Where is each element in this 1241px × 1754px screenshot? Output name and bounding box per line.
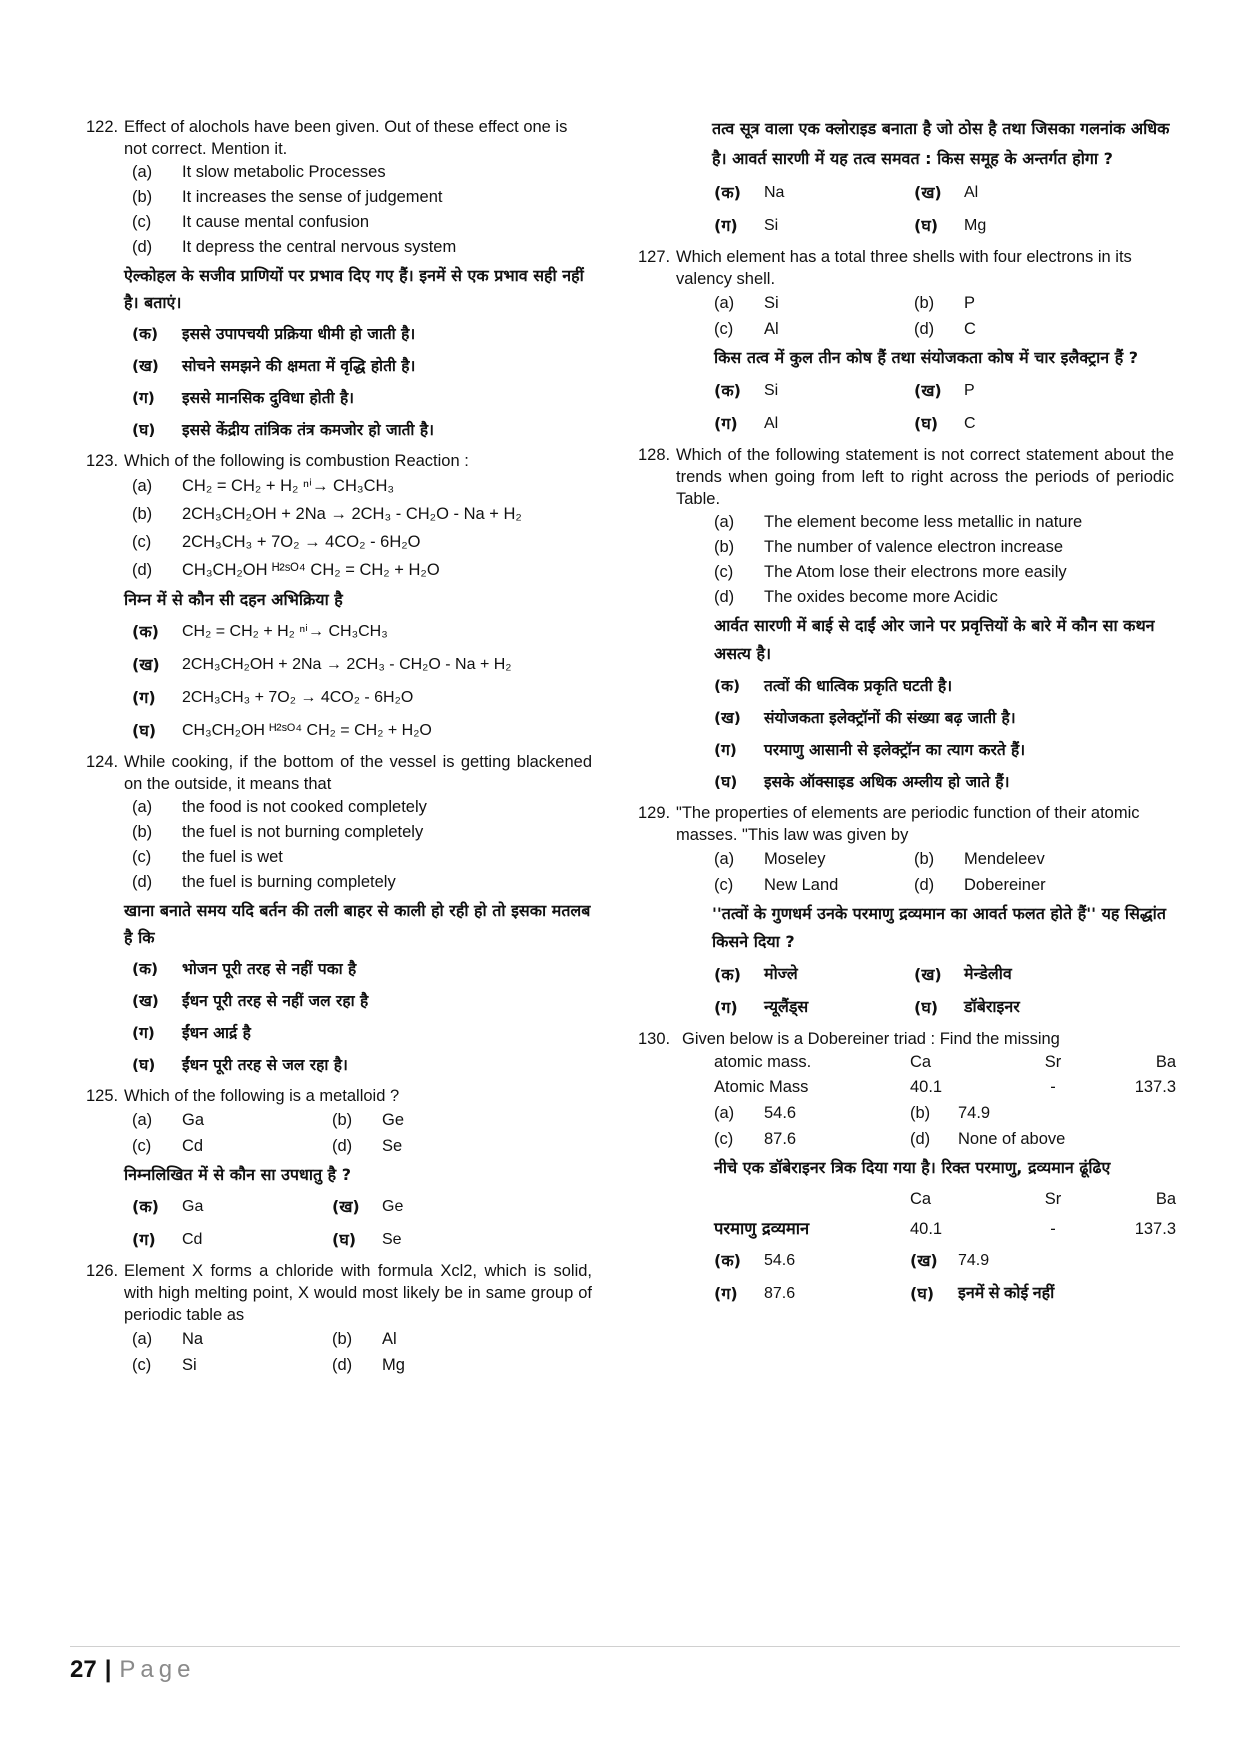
triad-cell: 137.3	[1134, 1220, 1176, 1238]
option-row	[666, 1126, 1174, 1152]
option-label: (d)	[132, 238, 153, 256]
option-row	[666, 1100, 1174, 1126]
hindi-question-text: खाना बनाते समय यदि बर्तन की तली बाहर से काली हो रही हो तो इसका मतलब है कि	[124, 901, 591, 947]
option-text: न्यूलैंड्स	[764, 999, 809, 1016]
option-text: Ge	[382, 1198, 404, 1215]
hindi-option-row	[666, 1277, 1174, 1310]
option-label: (ख)	[914, 183, 942, 202]
option-text: Se	[382, 1231, 402, 1248]
question-124	[86, 751, 592, 1081]
triad-cell: 40.1	[910, 1078, 943, 1096]
option-text: Moseley	[764, 850, 826, 868]
option-label: (क)	[714, 965, 741, 984]
option-label: (d)	[714, 588, 735, 606]
option-text: संयोजकता इलेक्ट्रॉनों की संख्या बढ़ जाती है।	[764, 709, 1016, 727]
option-label: (c)	[714, 563, 734, 581]
option-label: (d)	[132, 873, 153, 891]
option	[86, 500, 592, 528]
triad-cell: 137.3	[1134, 1078, 1176, 1096]
option-label: (क)	[132, 622, 159, 641]
question-number: 129.	[638, 804, 671, 822]
option-text: Al	[964, 184, 979, 201]
option	[86, 870, 592, 895]
option-text: ईंधन पूरी तरह से जल रहा है।	[182, 1056, 348, 1074]
option-label: (a)	[714, 513, 735, 531]
hindi-option	[86, 953, 592, 985]
footer-divider	[70, 1646, 1180, 1647]
footer-separator: |	[104, 1656, 112, 1683]
triad-header-row	[666, 1050, 1174, 1075]
option	[86, 845, 592, 870]
triad-cell: -	[1050, 1078, 1056, 1096]
option-text: the fuel is not burning completely	[182, 823, 424, 841]
option-label: (b)	[714, 538, 735, 556]
page-number: 27	[70, 1656, 97, 1683]
question-text: While cooking, if the bottom of the vessel is getting blackened on the outside, it means that	[124, 753, 592, 793]
option-text: Si	[182, 1356, 197, 1374]
option-label: (b)	[910, 1104, 931, 1122]
option-text: the fuel is burning completely	[182, 873, 396, 891]
question-126	[86, 1260, 592, 1378]
option-row	[666, 846, 1174, 872]
option	[86, 528, 592, 556]
option-label: (a)	[132, 477, 153, 495]
option-text: Dobereiner	[964, 876, 1046, 894]
option-text: 87.6	[764, 1130, 797, 1148]
option	[666, 535, 1174, 560]
option-text: CH₂ = CH₂ + H₂ ⁿⁱ→ CH₃CH₃	[182, 477, 395, 495]
option	[86, 235, 592, 260]
option-label: (a)	[714, 1104, 735, 1122]
option-label: (ग)	[714, 216, 738, 235]
option-text: It increases the sense of judgement	[182, 188, 443, 206]
hindi-question-text: आर्वत सारणी में बाई से दाईं ओर जाने पर प्रवृत्तियों के बारे में कौन सा कथन असत्य है।	[714, 616, 1155, 663]
option-text: It slow metabolic Processes	[182, 163, 386, 181]
option-row	[86, 1352, 592, 1378]
hindi-option	[86, 714, 592, 747]
option-text: The oxides become more Acidic	[764, 588, 998, 606]
option-text: 2CH₃CH₂OH + 2Na → 2CH₃ - CH₂O - Na + H₂	[182, 505, 522, 523]
option-text: the fuel is wet	[182, 848, 283, 866]
option-label: (ग)	[132, 688, 156, 707]
option-text: CH₃CH₂OH ᴴ²ˢᴼ⁴ CH₂ = CH₂ + H₂O	[182, 561, 440, 579]
triad-cell: Ba	[1155, 1190, 1176, 1208]
option-label: (b)	[914, 850, 935, 868]
hindi-option	[86, 382, 592, 414]
option-label: (ख)	[914, 381, 942, 400]
option-text: Al	[764, 415, 779, 432]
option-label: (d)	[332, 1356, 353, 1374]
option-label: (घ)	[910, 1284, 935, 1303]
option-row	[86, 1326, 592, 1352]
question-123	[86, 450, 592, 747]
hindi-option	[86, 615, 592, 648]
option-label: (क)	[714, 677, 741, 695]
question-number: 126.	[86, 1262, 119, 1280]
option-text: भोजन पूरी तरह से नहीं पका है	[182, 960, 357, 978]
triad-cell: Sr	[1044, 1190, 1062, 1208]
hindi-option-row	[666, 407, 1174, 440]
option	[86, 210, 592, 235]
option-text: Ga	[182, 1198, 204, 1215]
option-label: (c)	[714, 876, 734, 894]
option-label: (क)	[714, 1251, 741, 1270]
hindi-option-row	[666, 209, 1174, 242]
hindi-option-row	[86, 1223, 592, 1256]
question-text: Which element has a total three shells with four electrons in its valency shell.	[676, 248, 1132, 288]
triad-cell: Ca	[910, 1190, 932, 1208]
hindi-option	[86, 350, 592, 382]
option-text: 2CH₃CH₂OH + 2Na → 2CH₃ - CH₂O - Na + H₂	[182, 656, 512, 673]
option-text: मोज्ले	[764, 966, 798, 983]
hindi-question-text: ''तत्वों के गुणधर्म उनके परमाणु द्रव्यमान का आवर्त फलत होते हैं'' यह सिद्धांत किसने दिया ?	[712, 904, 1166, 951]
option-text: इससे उपापचयी प्रक्रिया धीमी हो जाती है।	[182, 325, 416, 343]
question-129	[638, 802, 1174, 1024]
question-number: 130.	[638, 1030, 671, 1048]
page-footer	[70, 1656, 195, 1684]
option-label: (c)	[714, 1130, 734, 1148]
question-text: Effect of alochols have been given. Out of these effect one is not correct. Mention it.	[124, 118, 568, 158]
option-label: (b)	[132, 188, 153, 206]
option-label: (b)	[132, 823, 153, 841]
option-label: (d)	[914, 320, 935, 338]
option-label: (ग)	[132, 1230, 156, 1249]
option-label: (क)	[132, 325, 159, 343]
option-label: (क)	[132, 1197, 159, 1216]
option-text: Se	[382, 1137, 403, 1155]
hindi-question-text: किस तत्व में कुल तीन कोष हैं तथा संयोजकता कोष में चार इलैक्ट्रान हैं ?	[714, 348, 1139, 367]
option-label: (b)	[914, 294, 935, 312]
hindi-option	[666, 702, 1174, 734]
left-column	[86, 116, 592, 1382]
option	[86, 556, 592, 584]
option	[666, 560, 1174, 585]
option-label: (c)	[132, 213, 152, 231]
triad-cell: Ca	[910, 1053, 932, 1071]
option-text: C	[964, 415, 976, 432]
option-text: ईंधन पूरी तरह से नहीं जल रहा है	[182, 992, 369, 1010]
option-text: डॉबेराइनर	[964, 999, 1020, 1016]
option-text: Si	[764, 217, 779, 234]
option-text: Al	[764, 320, 779, 338]
option-text: None of above	[958, 1130, 1066, 1148]
option-row	[86, 1133, 592, 1159]
option-text: Si	[764, 294, 779, 312]
option-text: Na	[764, 184, 785, 201]
option-text: इससे केंद्रीय तांत्रिक तंत्र कमजोर हो जाती है।	[182, 421, 434, 439]
question-125	[86, 1085, 592, 1256]
option-text: परमाणु आसानी से इलेक्ट्रॉन का त्याग करते हैं।	[764, 741, 1026, 759]
option-text: The number of valence electron increase	[764, 538, 1063, 556]
option-label: (ग)	[714, 998, 738, 1017]
option-text: Na	[182, 1330, 204, 1348]
option-label: (ग)	[714, 741, 737, 759]
option-text: 54.6	[764, 1252, 796, 1269]
option-label: (घ)	[132, 1056, 156, 1074]
option-text: ईंधन आर्द्र है	[182, 1024, 251, 1042]
option-label: (घ)	[914, 998, 939, 1017]
option-label: (ख)	[914, 965, 942, 984]
question-127	[638, 246, 1174, 440]
option-label: (ख)	[132, 357, 159, 375]
hindi-option	[666, 766, 1174, 798]
option-text: C	[964, 320, 976, 338]
option-label: (क)	[714, 183, 741, 202]
option-row	[666, 316, 1174, 342]
option	[86, 185, 592, 210]
option-label: (घ)	[132, 421, 156, 439]
hindi-question-text: ऐल्कोहल के सजीव प्राणियों पर प्रभाव दिए गए हैं। इनमें से एक प्रभाव सही नहीं है। बताएं।	[124, 266, 584, 312]
question-126-hindi	[666, 114, 1174, 242]
option-text: Ga	[182, 1111, 205, 1129]
option-label: (घ)	[714, 773, 738, 791]
right-column	[638, 112, 1176, 1314]
option-label: (b)	[332, 1111, 353, 1129]
triad-cell: 40.1	[910, 1220, 943, 1238]
option-label: (ख)	[332, 1197, 360, 1216]
question-text: Which of the following statement is not correct statement about the trends when going from left to right across the periods of periodic Table.	[676, 446, 1174, 508]
page-label: Page	[119, 1656, 196, 1683]
question-text: Which of the following is combustion Reaction :	[124, 452, 469, 470]
option	[86, 820, 592, 845]
option-row	[666, 290, 1174, 316]
hindi-question-text: तत्व सूत्र वाला एक क्लोराइड बनाता है जो ठोस है तथा जिसका गलनांक अधिक है। आवर्त सारणी में यह तत्व समवत : किस समूह के अन्तर्गत होगा ?	[712, 119, 1170, 168]
question-text: "The properties of elements are periodic function of their atomic masses. "This law was given by	[676, 804, 1140, 844]
option	[86, 160, 592, 185]
hindi-option	[86, 648, 592, 681]
triad-cell: atomic mass.	[714, 1053, 812, 1071]
triad-cell: Sr	[1044, 1053, 1062, 1071]
question-number: 122.	[86, 118, 119, 136]
hindi-triad-header-row	[666, 1184, 1174, 1214]
option-label: (d)	[332, 1137, 353, 1155]
triad-cell: Ba	[1155, 1053, 1176, 1071]
hindi-option-row	[666, 374, 1174, 407]
option-label: (ग)	[132, 1024, 155, 1042]
option-label: (c)	[132, 1137, 152, 1155]
hindi-option	[86, 985, 592, 1017]
option-text: Ge	[382, 1111, 405, 1129]
hindi-option	[86, 414, 592, 446]
hindi-option	[86, 1049, 592, 1081]
option-row	[666, 872, 1174, 898]
option-text: 2CH₃CH₃ + 7O₂ → 4CO₂ - 6H₂O	[182, 689, 414, 706]
option-label: (b)	[132, 505, 153, 523]
option-text: तत्वों की धात्विक प्रकृति घटती है।	[764, 677, 953, 695]
hindi-option-row	[666, 176, 1174, 209]
option-text: Mg	[382, 1356, 405, 1374]
question-text: Given below is a Dobereiner triad : Find the missing	[682, 1030, 1060, 1048]
triad-cell: Atomic Mass	[714, 1078, 809, 1096]
option-label: (ग)	[714, 1284, 738, 1303]
option-label: (घ)	[914, 414, 939, 433]
option-label: (b)	[332, 1330, 353, 1348]
option-label: (क)	[714, 381, 741, 400]
option-label: (c)	[132, 1356, 152, 1374]
option-text: 54.6	[764, 1104, 797, 1122]
option-text: CH₂ = CH₂ + H₂ ⁿⁱ→ CH₃CH₃	[182, 623, 388, 640]
triad-cell: -	[1050, 1220, 1056, 1238]
option-text: Cd	[182, 1231, 203, 1248]
option-text: the food is not cooked completely	[182, 798, 427, 816]
option-label: (क)	[132, 960, 159, 978]
question-number: 123.	[86, 452, 119, 470]
option-label: (d)	[132, 561, 153, 579]
option-text: Si	[764, 382, 779, 399]
question-130	[638, 1028, 1176, 1310]
option-text: Mg	[964, 217, 987, 234]
option-label: (ग)	[132, 389, 155, 407]
hindi-option	[666, 734, 1174, 766]
option-text: P	[964, 382, 975, 399]
option-row	[86, 1107, 592, 1133]
question-number: 128.	[638, 446, 671, 464]
hindi-option-row	[666, 991, 1174, 1024]
option-label: (c)	[714, 320, 734, 338]
option-label: (घ)	[914, 216, 939, 235]
option-label: (d)	[914, 876, 935, 894]
question-number: 124.	[86, 753, 119, 771]
option-text: It depress the central nervous system	[182, 238, 457, 256]
option-label: (ख)	[714, 709, 741, 727]
option-label: (ग)	[714, 414, 738, 433]
option-text: 2CH₃CH₃ + 7O₂ → 4CO₂ - 6H₂O	[182, 533, 421, 551]
option-label: (a)	[132, 163, 153, 181]
option-text: Mendeleev	[964, 850, 1045, 868]
hindi-question-text: निम्न में से कौन सी दहन अभिक्रिया है	[124, 590, 343, 609]
option-label: (ख)	[132, 992, 159, 1010]
option-label: (ख)	[910, 1251, 938, 1270]
option-text: It cause mental confusion	[182, 213, 370, 231]
hindi-question-text: निम्नलिखित में से कौन सा उपधातु है ?	[124, 1165, 352, 1184]
option-label: (a)	[132, 798, 153, 816]
option-text: The Atom lose their electrons more easily	[764, 563, 1067, 581]
option-text: इनमें से कोई नहीं	[958, 1285, 1055, 1302]
question-text: Which of the following is a metalloid ?	[124, 1087, 400, 1105]
question-122	[86, 116, 592, 446]
option	[666, 585, 1174, 610]
option-label: (a)	[132, 1111, 153, 1129]
triad-value-row	[666, 1075, 1174, 1100]
option-label: (c)	[132, 848, 152, 866]
triad-cell: परमाणु द्रव्यमान	[714, 1219, 810, 1238]
hindi-option	[86, 1017, 592, 1049]
option-text: मेन्डेलीव	[964, 966, 1012, 983]
option	[86, 795, 592, 820]
option-text: 87.6	[764, 1285, 796, 1302]
triad-cell	[714, 1184, 910, 1214]
option-label: (a)	[714, 850, 735, 868]
option-text: Cd	[182, 1137, 204, 1155]
hindi-option-row	[666, 958, 1174, 991]
option-label: (घ)	[132, 721, 157, 740]
option-label: (घ)	[332, 1230, 357, 1249]
option-text: इससे मानसिक दुविधा होती है।	[182, 389, 355, 407]
option-label: (ख)	[132, 655, 160, 674]
option	[86, 472, 592, 500]
hindi-triad-value-row	[666, 1214, 1174, 1244]
option-text: सोचने समझने की क्षमता में वृद्धि होती है।	[182, 357, 416, 375]
option-text: P	[964, 294, 976, 312]
question-number: 127.	[638, 248, 671, 266]
hindi-option	[86, 681, 592, 714]
hindi-option-row	[86, 1190, 592, 1223]
hindi-option	[86, 318, 592, 350]
option-label: (a)	[714, 294, 735, 312]
option-text: Al	[382, 1330, 397, 1348]
question-text: Element X forms a chloride with formula Xcl2, which is solid, with high melting point, X would most likely be in same group of periodic table as	[124, 1262, 592, 1324]
hindi-question-text: नीचे एक डॉबेराइनर त्रिक दिया गया है। रिक्त परमाणु, द्रव्यमान ढूंढिए	[714, 1158, 1111, 1177]
option-label: (a)	[132, 1330, 153, 1348]
option-text: CH₃CH₂OH ᴴ²ˢᴼ⁴ CH₂ = CH₂ + H₂O	[182, 722, 432, 739]
hindi-option	[666, 670, 1174, 702]
option-text: इसके ऑक्साइड अधिक अम्लीय हो जाते हैं।	[764, 773, 1010, 791]
option-text: New Land	[764, 876, 839, 894]
question-128	[638, 444, 1174, 798]
option	[666, 510, 1174, 535]
option-label: (c)	[132, 533, 152, 551]
option-text: 74.9	[958, 1252, 990, 1269]
question-number: 125.	[86, 1087, 119, 1105]
option-text: The element become less metallic in nature	[764, 513, 1083, 531]
hindi-option-row	[666, 1244, 1174, 1277]
option-text: 74.9	[958, 1104, 991, 1122]
option-label: (d)	[910, 1130, 931, 1148]
